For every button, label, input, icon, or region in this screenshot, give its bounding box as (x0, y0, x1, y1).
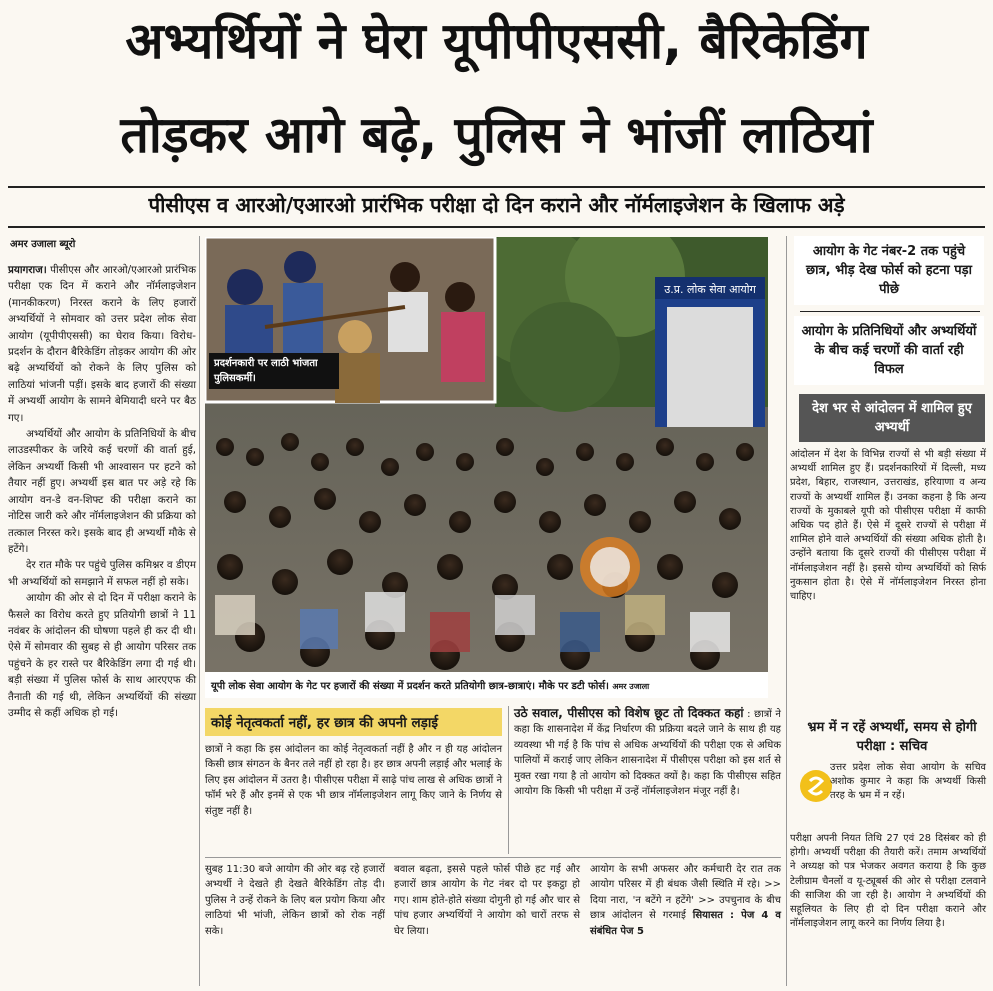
article-column-4 (590, 862, 781, 939)
headline-line-2: तोड़कर आगे बढ़े, पुलिस ने भांजीं लाठियां (120, 106, 873, 164)
article-column-1 (8, 262, 196, 721)
column-divider (786, 236, 787, 986)
paragraph: अभ्यर्थियों और आयोग के प्रतिनिधियों के बीच लाउडस्पीकर के जरिये कई चरणों की वार्ता हुई, लेकिन अभ्यर्थी किसी भी आश्वासन पर हटने को तैयार नहीं हुए। अभ्यर्थी इस बात पर अड़े रहे कि आयोग वन-डे वन-शिफ्ट की परीक्षा कराने का नोटिस जारी करे और नॉर्मलाइजेशन की प्रक्रिया को तत्काल निरस्त करे। इसके बाद ही अभ्यर्थी मौके से हटेंगे। (8, 428, 196, 555)
photo-caption (205, 672, 768, 698)
divider (8, 226, 985, 228)
page-reference: सियासत : पेज 4 व संबंधित पेज 5 (590, 910, 781, 937)
box-text: छात्रों ने कहा कि इस आंदोलन का कोई नेतृत्वकर्ता नहीं है और न ही यह आंदोलन किसी छात्र संगठन के बैनर तले नहीं हो रहा है। हर छात्र अपनी लड़ाई और भलाई के लिए इस आंदोलन में उतरा है। पीसीएस परीक्षा में साढ़े पांच लाख से अधिक छात्रों ने फॉर्म भरे हैं और इनमें से एक भी छात्र नॉर्मलाइजेशन लागू किए जाने के निर्णय से संतुष्ट नहीं है। (205, 744, 502, 817)
article-column-2: सुबह 11:30 बजे आयोग की ओर बढ़ रहे हजारों अभ्यर्थी ने देखते ही देखते बैरिकेडिंग तोड़ दी। पुलिस ने उन्हें रोकने के लिए बल प्रयोग किया और लाठियां भी भांजी, लेकिन छात्रों को रोक नहीं सके। (205, 864, 385, 937)
sidebar-subheading: भ्रम में न रहें अभ्यर्थी, समय से होगी परीक्षा : सचिव (807, 720, 977, 754)
brand-logo-icon (799, 769, 833, 803)
gate-sign: उ.प्र. लोक सेवा आयोग (664, 283, 756, 296)
crowd-photo-illustration (205, 237, 768, 697)
dateline: प्रयागराज। (8, 264, 47, 276)
byline: अमर उजाला ब्यूरो (10, 239, 76, 250)
inset-photo-caption: प्रदर्शनकारी पर लाठी भांजता पुलिसकर्मी। (209, 353, 339, 389)
box-text (514, 706, 781, 799)
sidebar-text: आंदोलन में देश के विभिन्न राज्यों से भी बड़ी संख्या में अभ्यर्थी शामिल हुए हैं। प्रदर्शनकारियों में दिल्ली, मध्य प्रदेश, बिहार, राजस्थान, उत्तराखंड, हरियाणा व अन्य राज्यों के अभ्यर्थी शामिल हैं। उनका कहना है कि अन्य राज्यों के मुकाबले यूपी को पीसीएस परीक्षा में काफी अधिक पद होते हैं। ऐसे में दूसरे राज्यों से परीक्षा में शामिल होने वाले अभ्यर्थियों की संख्या अधिक होती है। उन्होंने बताया कि दूसरे राज्यों की पीसीएस परीक्षा में नॉर्मलाइजेशन नहीं है। इससे योग्य अभ्यर्थियों को सिर्फ नुकसान होता है। ऐसे में नॉर्मलाइजेशन निरस्त होना चाहिए। (790, 449, 986, 603)
box-heading: कोई नेतृत्वकर्ता नहीं, हर छात्र की अपनी लड़ाई (205, 708, 502, 736)
protest-photo (205, 237, 768, 697)
photo-credit: अमर उजाला (612, 682, 650, 691)
column-divider (508, 706, 509, 854)
box-lead: उठे सवाल, पीसीएस को विशेष छूट तो दिक्कत कहां (514, 706, 744, 720)
caption-text: यूपी लोक सेवा आयोग के गेट पर हजारों की संख्या में प्रदर्शन करते प्रतियोगी छात्र-छात्राएं। मौके पर डटी फोर्स। (211, 681, 609, 692)
sidebar-text: परीक्षा अपनी नियत तिथि 27 एवं 28 दिसंबर को ही होगी। अभ्यर्थी परीक्षा की तैयारी करें। तमाम अभ्यर्थियों ने अध्यक्ष को पत्र भेजकर अवगत कराया है कि कुछ टेलीग्राम चैनलों व यू-ट्यूबर्स की ओर से परीक्षा टलवाने की साजिश की जा रही है। आयोग ने अभ्यर्थियों की सहूलियत के लिए ही दो दिन परीक्षा कराने और नॉर्मलाइजेशन लागू करने का निर्णय लिया है। (790, 833, 986, 930)
sidebar-section-heading: देश भर से आंदोलन में शामिल हुए अभ्यर्थी (799, 394, 985, 442)
paragraph: देर रात मौके पर पहुंचे पुलिस कमिश्नर व डीएम भी अभ्यर्थियों को समझाने में सफल नहीं हो सके। (8, 559, 196, 588)
headline-line-1: अभ्यर्थियों ने घेरा यूपीपीएससी, बैरिकेडिंग (125, 12, 868, 70)
divider (800, 311, 980, 312)
subheadline: पीसीएस व आरओ/एआरओ प्रारंभिक परीक्षा दो दिन कराने और नॉर्मलाइजेशन के खिलाफ अड़े (148, 193, 845, 217)
sidebar-highlight-1: आयोग के गेट नंबर-2 तक पहुंचे छात्र, भीड़ देख फोर्स को हटना पड़ा पीछे (794, 236, 984, 305)
paragraph: पीसीएस और आरओ/एआरओ प्रारंभिक परीक्षा एक दिन में कराने और नॉर्मलाइजेशन (मानकीकरण) निरस्त कराने के लिए हजारों अभ्यर्थियों ने सोमवार को उत्तर प्रदेश लोक सेवा आयोग (यूपीपीएससी) का घेराव किया। विरोध-प्रदर्शन के दौरान बैरिकेडिंग तोड़कर आयोग की ओर बढ़े अभ्यर्थियों को रोकने के लिए पुलिस को लाठियां भांजनी पड़ीं। इसके बाद हजारों की संख्या में अभ्यर्थी आयोग के सामने बेमियादी धरने पर बैठ गए। (8, 264, 196, 424)
box-body: : छात्रों ने कहा कि शासनादेश में केंद्र निर्धारण की प्रक्रिया बदले जाने के साथ ही यह व्यवस्था भी गई है कि पांच से अधिक अभ्यर्थियों की परीक्षा एक से अधिक पालियों में कराई जाए लेकिन शासनादेश में पीसीएस परीक्षा को इस शर्त से मुक्त रखा गया है तो आयोग को दिक्कत क्यों है। कहा कि पीसीएस सहित आयोग कि किसी भी परीक्षा में उन्हें नॉर्मलाइजेशन मंजूर नहीं है। (514, 709, 781, 798)
paragraph: आयोग के सभी अफसर और कर्मचारी देर रात तक आयोग परिसर में ही बंधक जैसी स्थिति में रहे। >> दिया नारा, 'न बटेंगे न हटेंगे' >> उपचुनाव के बीच छात्र आंदोलन से गरमाई (590, 864, 781, 922)
article-column-3: बवाल बढ़ता, इससे पहले फोर्स पीछे हट गई और हजारों छात्र आयोग के गेट नंबर दो पर इकट्ठा हो गए। शाम होते-होते संख्या दोगुनी हो गई और चार से पांच हजार अभ्यर्थियों ने आयोग को चारों तरफ से घेर लिया। (394, 864, 580, 937)
sidebar-highlight-2: आयोग के प्रतिनिधियों और अभ्यर्थियों के बीच कई चरणों की वार्ता रही विफल (794, 316, 984, 385)
column-divider (199, 236, 200, 986)
divider (8, 186, 985, 188)
paragraph: आयोग की ओर से दो दिन में परीक्षा कराने के फैसले का विरोध करते हुए प्रतियोगी छात्रों ने 11 नवंबर के आंदोलन की घोषणा पहले ही कर दी थी। ऐसे में सोमवार की सुबह से ही आयोग परिसर तक पहुंचने के हर रास्ते पर बैरिकेडिंग लगा दी गई थी। बड़ी संख्या में पुलिस फोर्स के साथ आरएएफ की तैनाती की गई थी, लेकिन अभ्यर्थियों की संख्या उम्मीद से कहीं अधिक हो गई। (8, 592, 196, 719)
sidebar-text: उत्तर प्रदेश लोक सेवा आयोग के सचिव अशोक कुमार ने कहा कि अभ्यर्थी किसी तरह के भ्रम में न रहें। (830, 762, 986, 802)
divider (205, 857, 781, 858)
